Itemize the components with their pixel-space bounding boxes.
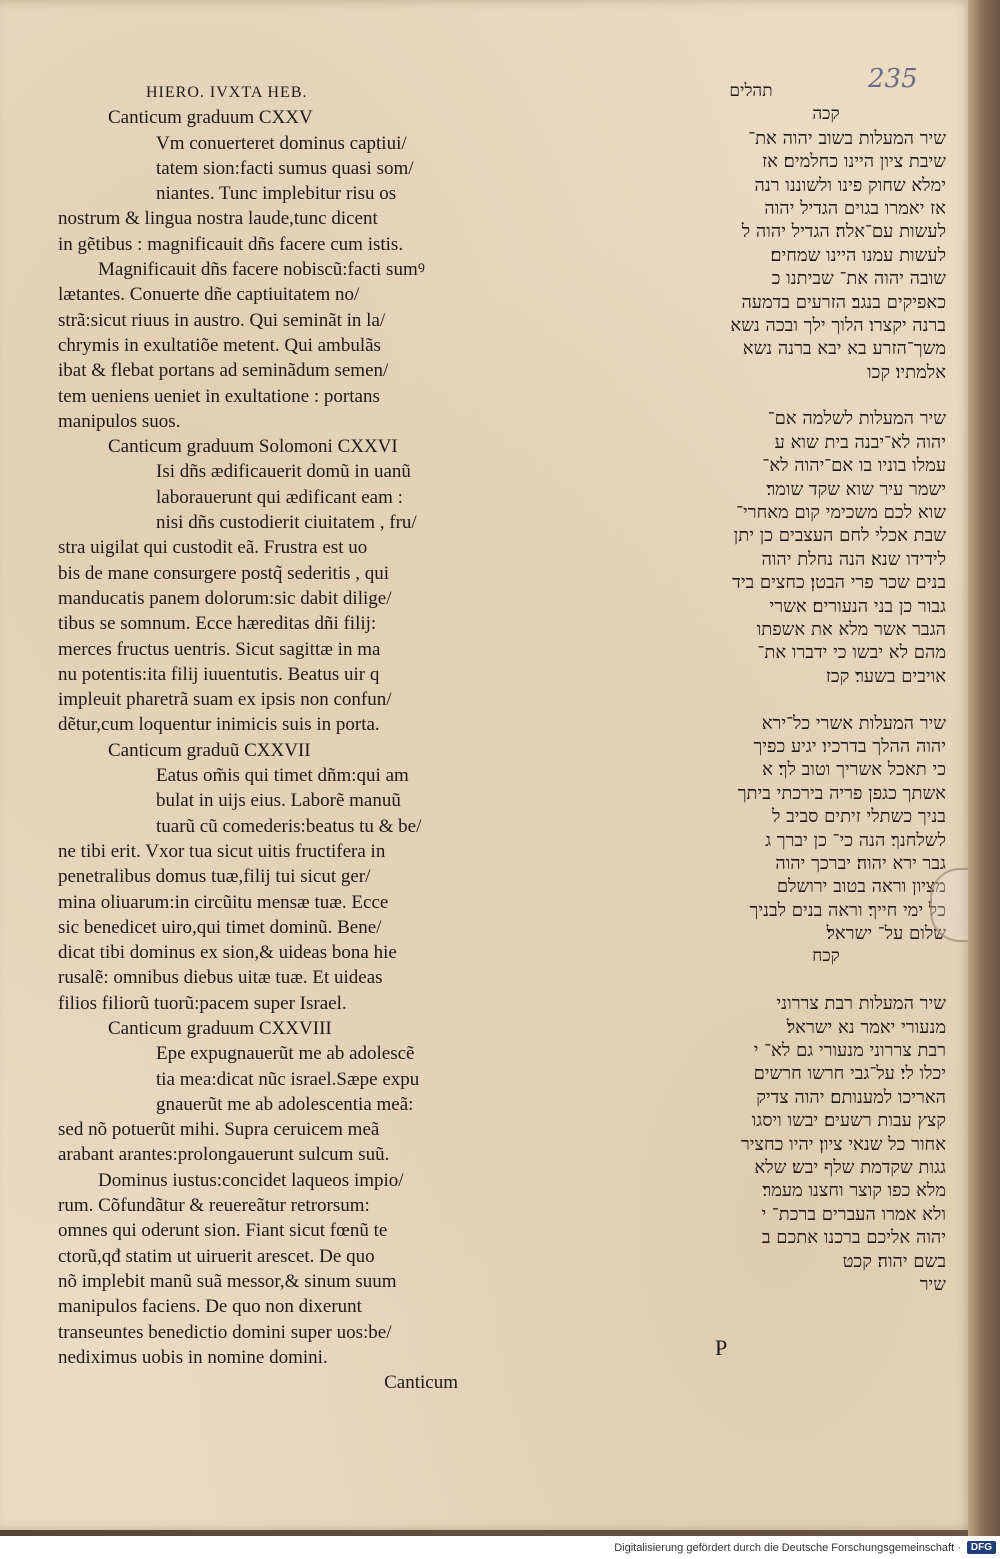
- psalm-heading: Canticum graduum CXXV: [108, 107, 313, 129]
- hebrew-line: מהם לא יבשו כי ידברו את־: [757, 642, 946, 664]
- psalm-heading: Canticum graduũ CXXVII: [108, 739, 311, 761]
- latin-column: [58, 80, 458, 1395]
- text-line: impleuit pharetrã suam ex ipsis non confun/: [58, 689, 392, 711]
- text-line: nu potentis:ita filij iuuentutis. Beatus uir q: [58, 663, 380, 685]
- dfg-logo: DFG: [967, 1541, 996, 1554]
- hebrew-line: שיר המעלות לשלמה אם־: [767, 408, 946, 430]
- text-line: nõ implebit manũ suã messor,& sinum suum: [58, 1270, 397, 1292]
- psalm-heading: Canticum: [384, 1372, 458, 1394]
- text-line: manipulos suos.: [58, 410, 181, 432]
- text-line: tia mea:dicat nũc israel.Sæpe expu: [156, 1068, 420, 1090]
- hebrew-line: אלמתיו׃ קכו: [867, 361, 946, 383]
- psalm-heading: Canticum graduum Solomoni CXXVI: [108, 436, 398, 458]
- text-line: Dominus iustus:concidet laqueos impio/: [98, 1169, 404, 1191]
- hebrew-line: ברנה יקצרו׃ הלוך ילך ובכה נשא: [730, 314, 946, 336]
- hebrew-line: יהוה לא־יבנה בית שוא ע: [774, 431, 946, 453]
- block-gap: [556, 688, 946, 711]
- text-line: manducatis panem dolorum:sic dabit dilige/: [58, 587, 392, 609]
- text-line: manipulos faciens. De quo non dixerunt: [58, 1296, 362, 1318]
- text-line: merces fructus uentris. Sicut sagittæ in ma: [58, 638, 381, 660]
- hebrew-line: אחור כל שנאי ציון׃ יהיו כחציר: [740, 1133, 946, 1155]
- text-line: filios filiorũ tuorũ:pacem super Israel.: [58, 992, 347, 1014]
- hebrew-line: האריכו למענותם׃ יהוה צדיק: [756, 1086, 946, 1108]
- hebrew-line: גבור כן בני הנעורים׃ אשרי: [769, 595, 946, 617]
- hebrew-line: מלא כפו קוצר וחצנו מעמר׃: [762, 1180, 946, 1202]
- hebrew-running-head: תהלים: [729, 81, 773, 101]
- hebrew-line: אויבים בשער׃ קכז: [825, 665, 946, 687]
- block-gap: [556, 384, 946, 407]
- text-line: ibat & flebat portans ad seminãdum semen/: [58, 360, 389, 382]
- text-line: omnes qui oderunt sion. Fiant sicut fœnũ te: [58, 1220, 388, 1242]
- text-line: rum. Cõfundãtur & reuereãtur retrorsum:: [58, 1195, 370, 1217]
- hebrew-line: שיבת ציון היינו כחלמים׃ אז: [762, 151, 946, 173]
- hebrew-line: כאפיקים בנגב׃ הזרעים בדמעה: [741, 291, 946, 313]
- hebrew-line: שיר המעלות בשוב יהוה את־: [748, 127, 946, 149]
- folio-number: 235: [868, 64, 918, 94]
- text-line: lætantes. Conuerte dñe captiuitatem no/: [58, 284, 360, 306]
- hebrew-line: לשלחנך׃ הנה כי־ כן יברך ג: [765, 829, 946, 851]
- hebrew-line: יהוה ההלך בדרכיו׃ יגיע כפיך: [753, 735, 946, 757]
- hebrew-line: לידידו שנא׃ הנה נחלת יהוה: [761, 548, 946, 570]
- hebrew-line: שבת אכלי לחם העצבים כן יתן: [733, 525, 946, 547]
- text-line: nisi dñs custodierit ciuitatem , fru/: [156, 512, 417, 534]
- hebrew-line: אז יאמרו בגוים הגדיל יהוה: [764, 197, 946, 219]
- hebrew-line: שוא לכם משכימי קום מאחרי־: [736, 502, 946, 524]
- hebrew-line: בניך כשתלי זיתים סביב ל: [771, 806, 946, 828]
- text-line: ne tibi erit. Vxor tua sicut uitis fructifera in: [58, 840, 386, 862]
- text-line: tem ueniens ueniet in exultatione : portans: [58, 385, 380, 407]
- hebrew-line: שיר: [919, 1273, 946, 1295]
- funding-notice: Digitalisierung gefördert durch die Deutsche Forschungsgemeinschaft ·: [614, 1541, 961, 1554]
- block-gap: [556, 969, 946, 992]
- page-edge: [968, 0, 1000, 1536]
- text-line: Eatus om̃is qui timet dñm:qui am: [156, 765, 409, 787]
- text-line: transeuntes benedictio domini super uos:be/: [58, 1321, 392, 1343]
- psalm-heading: Canticum graduum CXXVIII: [108, 1017, 332, 1039]
- hebrew-line: לעשות עמנו היינו שמחים׃: [770, 244, 946, 266]
- text-line: sic benedicet uiro,qui timet dominũ. Bene/: [58, 916, 382, 938]
- text-line: stra uigilat qui custodit eã. Frustra est uo: [58, 537, 368, 559]
- psalm-number: קכה: [812, 104, 840, 125]
- latin-running-head: HIERO. IVXTA HEB.: [146, 84, 308, 101]
- hebrew-line: שלום על־ ישראל׃: [826, 923, 946, 945]
- hebrew-line: בנים שכר פרי הבטן׃ כחצים ביד: [732, 572, 946, 594]
- text-line: penetralibus domus tuæ,filij tui sicut ger/: [58, 866, 371, 888]
- hebrew-line: כל ימי חייך׃ וראה בנים לבניך: [749, 899, 946, 921]
- hebrew-line: יכלו לי׃ על־גבי חרשו חרשים: [753, 1063, 946, 1085]
- text-line: bulat in uijs eius. Laborẽ manuũ: [156, 790, 401, 812]
- hebrew-line: קצץ עבות רשעים׃ יבשו ויסגו: [751, 1110, 946, 1132]
- hebrew-line: הגבר אשר מלא את אשפתו: [756, 618, 946, 640]
- hebrew-line: בשם יהוה׃ קכט: [842, 1250, 946, 1272]
- text-line: dẽtur,cum loquentur inimicis suis in porta.: [58, 714, 380, 736]
- text-line: arabant arantes:prolongauerunt sulcum suũ.: [58, 1144, 390, 1166]
- hebrew-line: עמלו בוניו בו אם־יהוה לא־: [762, 455, 946, 477]
- text-line: sed nõ potuerũt mihi. Supra ceruicem meã: [58, 1119, 380, 1141]
- text-line: Epe expugnauerũt me ab adolescẽ: [156, 1043, 415, 1065]
- text-line: nostrum & lingua nostra laude,tunc dicent: [58, 208, 378, 230]
- signature-mark: P: [715, 1335, 728, 1360]
- hebrew-line: שובה יהוה את־ שביתנו כ: [771, 268, 946, 290]
- text-line: tatem sion:facti sumus quasi som/: [156, 157, 414, 179]
- hebrew-column: [556, 80, 946, 1296]
- hebrew-line: רבת צררוני מנעורי גם לא־ י: [753, 1040, 946, 1062]
- text-line: rusalẽ: omnibus diebus uitæ tuæ. Et uideas: [58, 967, 383, 989]
- text-line: niantes. Tunc implebitur risu os: [156, 183, 397, 205]
- hebrew-line: יהוה אליכם ברכנו אתכם ב: [761, 1227, 946, 1249]
- text-line: dicat tibi dominus ex sion,& uideas bona hie: [58, 942, 397, 964]
- text-line: mina oliuarum:in circũitu mensæ tuæ. Ecce: [58, 891, 389, 913]
- hebrew-line: ישמר עיר שוא שקד שומר׃: [766, 478, 946, 500]
- hebrew-line: גבר ירא יהוה׃ יברכך יהוה: [775, 852, 946, 874]
- footer-bar: [0, 1536, 1000, 1559]
- psalm-number: קכח: [812, 946, 840, 967]
- hebrew-line: שיר המעלות רבת צררוני: [776, 993, 946, 1015]
- hebrew-line: אשתך כגפן פריה בירכתי ביתך: [737, 782, 946, 804]
- text-line: gnauerũt me ab adolescentia meã:: [156, 1093, 414, 1115]
- hebrew-line: מנעורי יאמר נא ישראל׃: [786, 1016, 946, 1038]
- hebrew-line: גגות שקדמת שלף יבש׃ שלא: [754, 1156, 946, 1178]
- hebrew-line: משך־הזרע בא יבא ברנה נשא: [742, 338, 946, 360]
- hebrew-line: מציון וראה בטוב ירושלם: [776, 876, 946, 898]
- text-line: tibus se somnum. Ecce hæreditas dñi filij:: [58, 613, 377, 635]
- hebrew-line: ולא אמרו העברים ברכת־ י: [761, 1203, 946, 1225]
- hebrew-line: ימלא שחוק פינו ולשוננו רנה: [754, 174, 946, 196]
- text-line: nediximus uobis in nomine domini.: [58, 1346, 328, 1368]
- text-line: ctorũ,qđ statim ut uiruerit arescet. De quo: [58, 1245, 375, 1267]
- text-line: bis de mane consurgere postq̃ sederitis , qui: [58, 562, 390, 584]
- hebrew-line: לעשות עם־אלה׃ הגדיל יהוה ל: [741, 221, 946, 243]
- text-line: Magnificauit dñs facere nobiscũ:facti sumꝰ: [98, 259, 425, 281]
- text-line: laborauerunt qui ædificant eam :: [156, 486, 403, 508]
- text-line: strã:sicut riuus in austro. Qui seminãt in la/: [58, 309, 386, 331]
- text-line: Isi dñs ædificauerit domũ in uanũ: [156, 461, 411, 483]
- text-line: in gẽtibus : magnificauit dñs facere cum istis.: [58, 233, 404, 255]
- hebrew-line: שיר המעלות אשרי כל־ירא: [761, 712, 946, 734]
- text-line: chrymis in exultatiõe metent. Qui ambulãs: [58, 334, 381, 356]
- hebrew-line: כי תאכל אשריך וטוב לך׃ א: [762, 759, 946, 781]
- text-line: Vm conuerteret dominus captiui/: [156, 132, 407, 154]
- text-line: tuarũ cũ comederis:beatus tu & be/: [156, 815, 422, 837]
